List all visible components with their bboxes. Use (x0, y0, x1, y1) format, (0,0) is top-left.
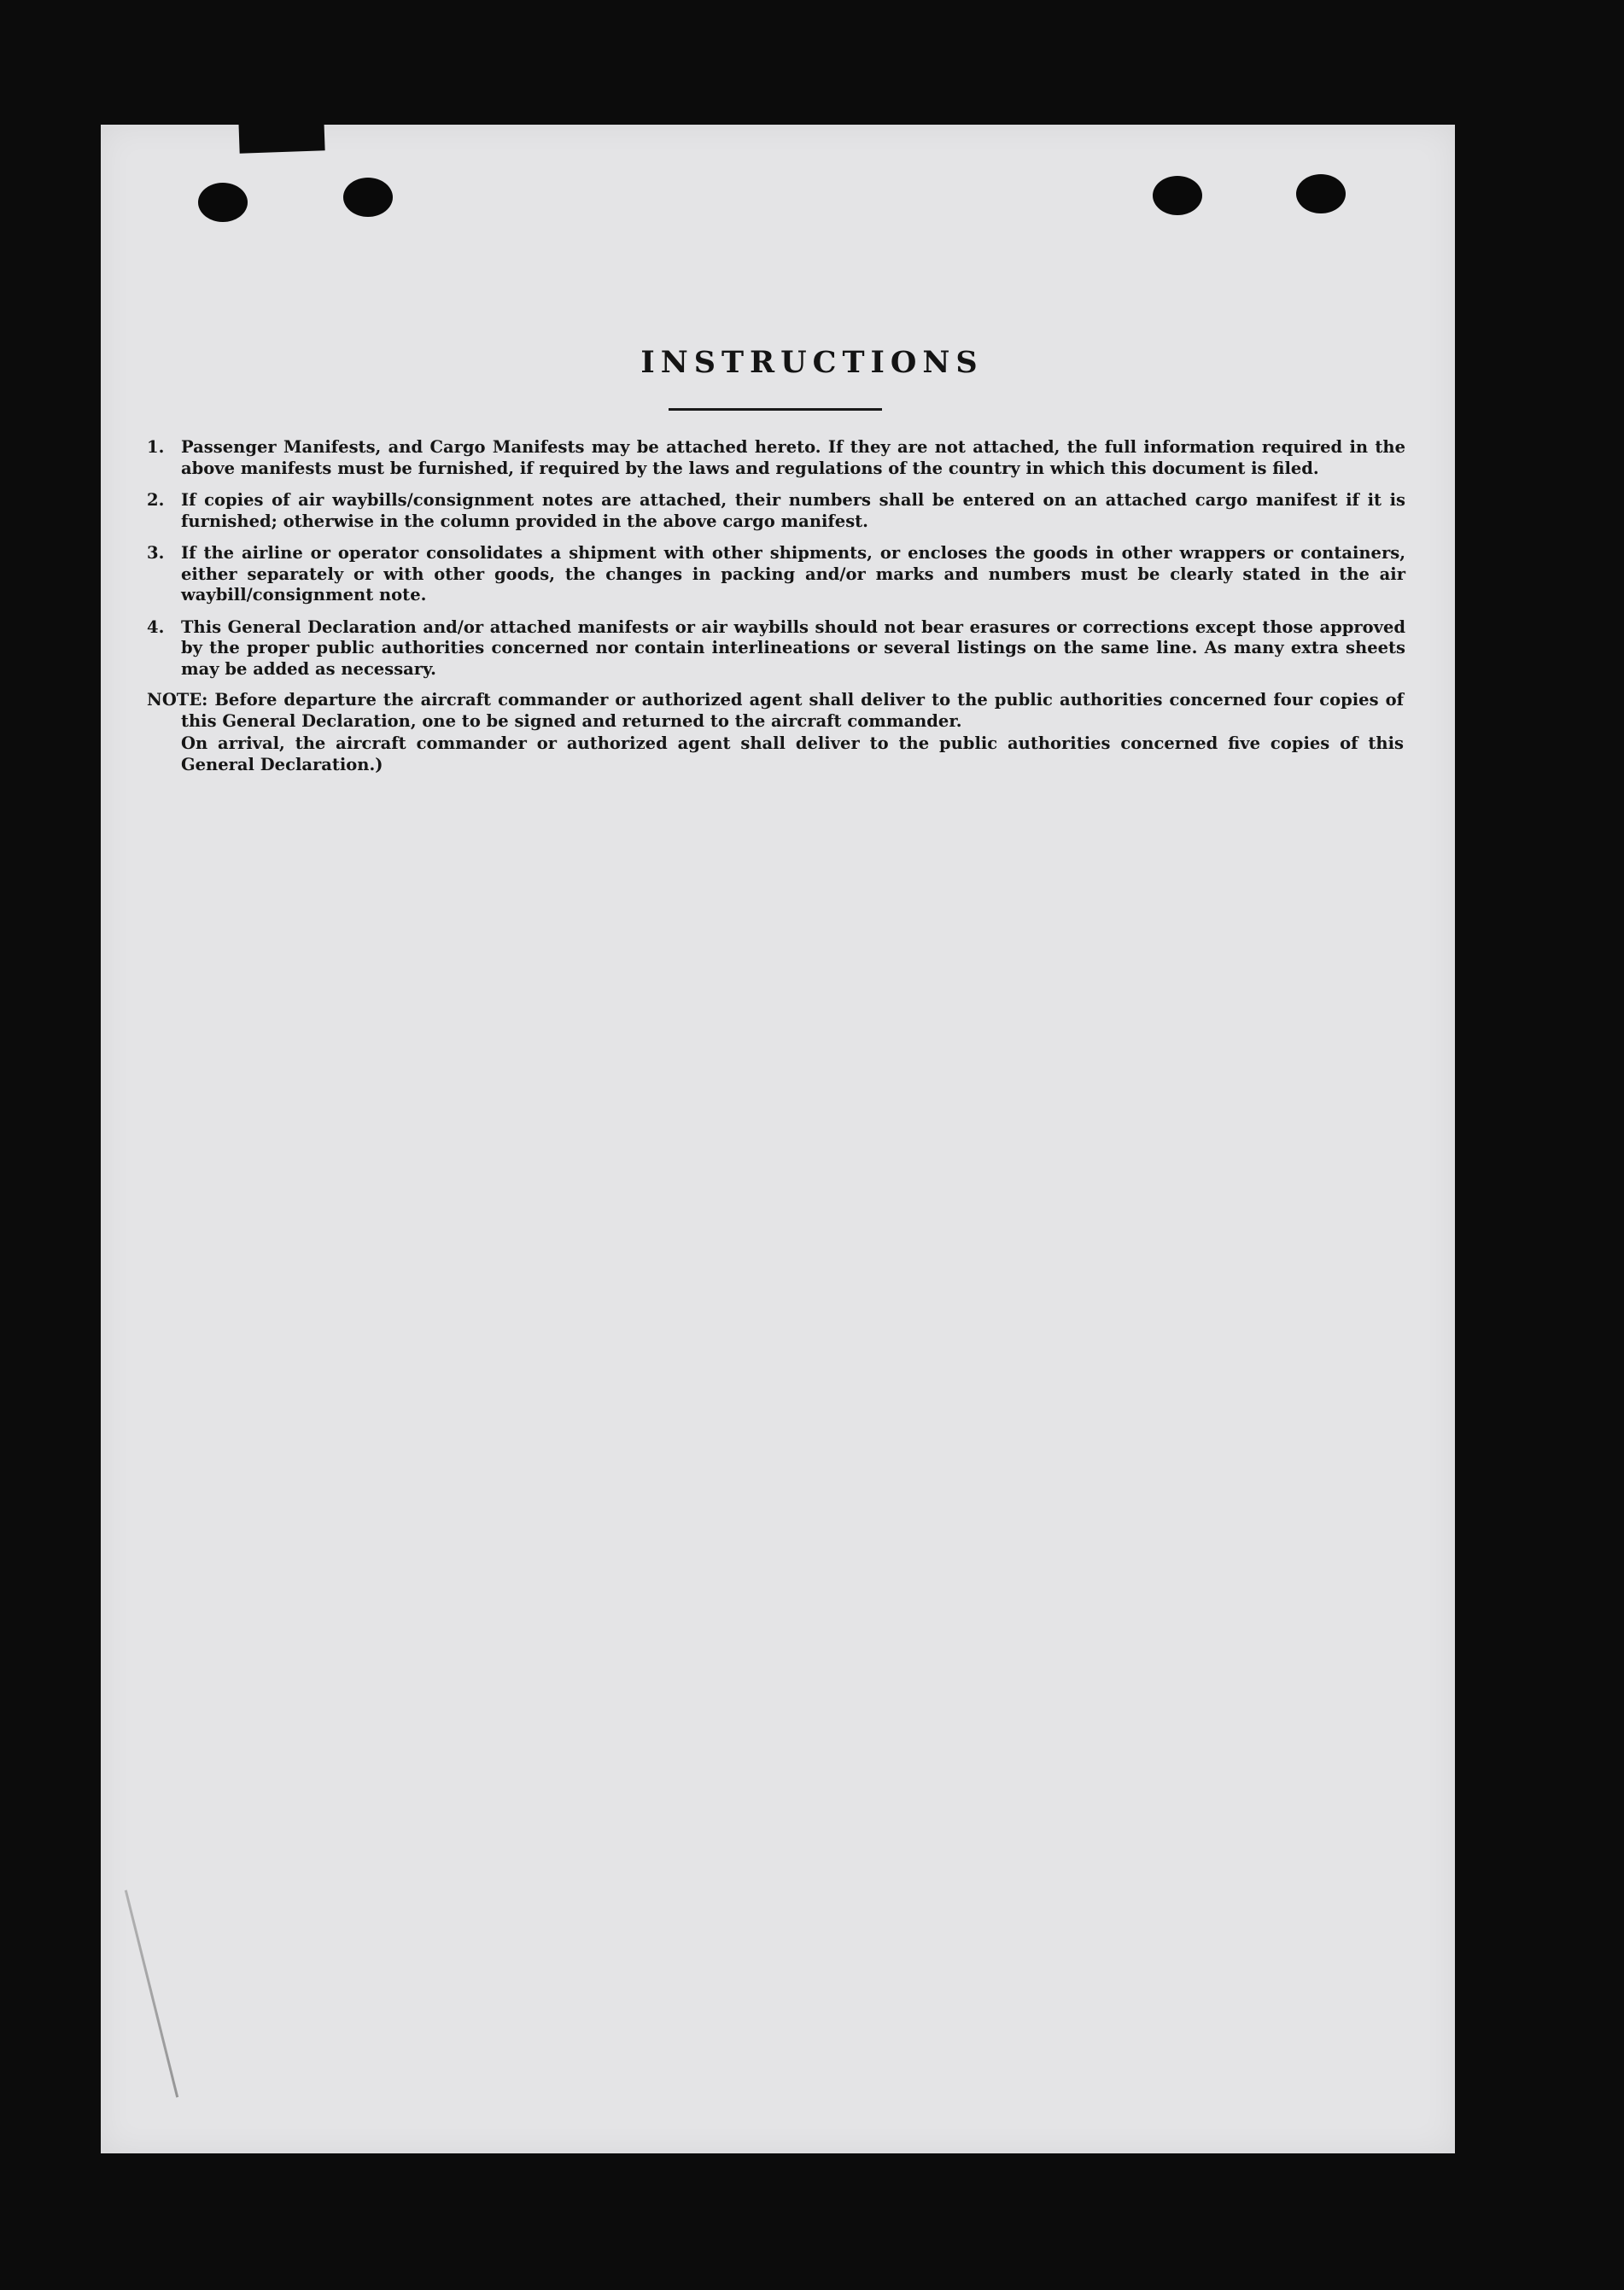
instructions-list (145, 437, 1405, 691)
punch-hole (1296, 174, 1346, 213)
document-page (101, 125, 1455, 2153)
instruction-item (145, 543, 1405, 606)
note-arrival: On arrival, the aircraft commander or authorized agent shall deliver to the public authorities concerned five copies of this General Declaration.) (181, 733, 1404, 774)
instruction-text: If the airline or operator consolidates a shipment with other shipments, or encloses the goods in other wrappers or containers, either separately or with other goods, the changes in packing and/or marks and numbers must be clearly stated in the air waybill/consignment note. (181, 543, 1405, 605)
punch-hole (1153, 176, 1202, 215)
instruction-text: Passenger Manifests, and Cargo Manifests may be attached hereto. If they are not attached, the full information required in the above manifests must be furnished, if required by the laws and regulations of the country in which this document is filed. (181, 437, 1405, 478)
instruction-item (145, 617, 1405, 681)
document-title: INSTRUCTIONS (640, 345, 984, 380)
punch-hole (343, 178, 393, 217)
instruction-number: 2. (147, 490, 165, 510)
title-underline (669, 408, 882, 411)
paper-tab (238, 118, 324, 153)
instruction-item (145, 437, 1405, 479)
note-departure: NOTE: Before departure the aircraft commander or authorized agent shall deliver to the public authorities concerned four copies of this General Declaration, one to be signed and returned to the aircraft commander. (147, 690, 1404, 731)
note-block (147, 690, 1404, 777)
instruction-number: 4. (147, 616, 165, 637)
instruction-number: 1. (147, 437, 165, 457)
instruction-number: 3. (147, 543, 165, 563)
instruction-item (145, 490, 1405, 532)
instruction-text: If copies of air waybills/consignment notes are attached, their numbers shall be entered on an attached cargo manifest if it is furnished; otherwise in the column provided in the above cargo manifest. (181, 490, 1405, 531)
punch-hole (198, 183, 248, 222)
instruction-text: This General Declaration and/or attached manifests or air waybills should not bear erasures or corrections except those approved by the proper public authorities concerned nor contain interlineations or several listings on the same line. As many extra sheets may be added as necessary. (181, 616, 1405, 679)
